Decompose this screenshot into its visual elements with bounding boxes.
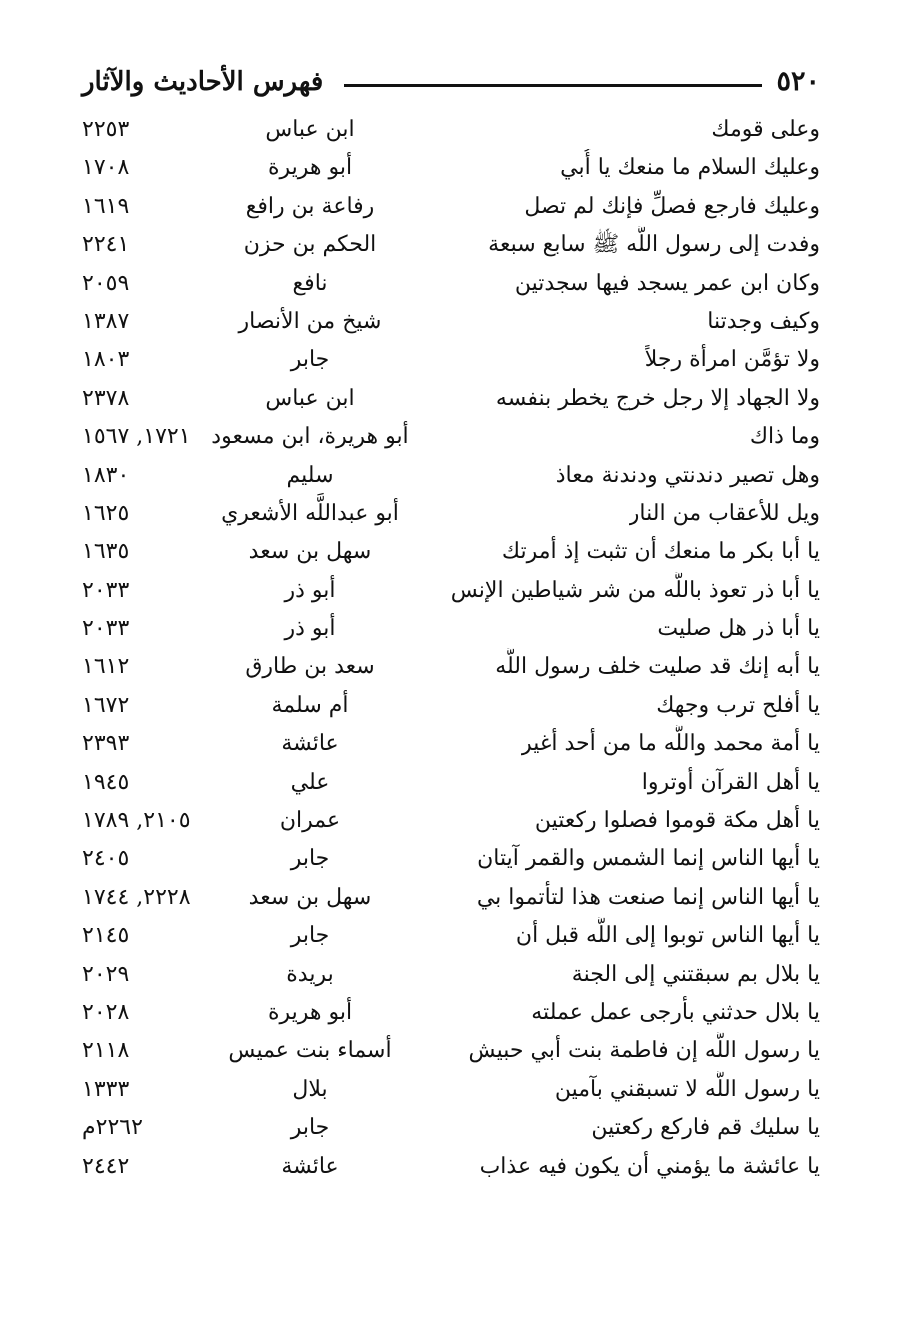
hadith-text: يا رسول اللَّه إن فاطمة بنت أبي حبيش (468, 1038, 820, 1064)
narrator-name: عائشة (281, 1153, 339, 1179)
narrator-name: أبو هريرة، ابن مسعود (211, 424, 409, 450)
narrator-name: شيخ من الأنصار (238, 308, 382, 334)
hadith-text: يا أبه إنك قد صليت خلف رسول اللَّه (495, 654, 820, 680)
index-entry (82, 111, 820, 149)
hadith-number: ٢٤٤٢ (82, 1153, 130, 1179)
page-header (82, 62, 820, 102)
hadith-number: ١٦١٢ (82, 654, 130, 680)
hadith-text: يا أفلح ترب وجهك (656, 692, 820, 718)
hadith-number: ١٦٧٢ (82, 692, 130, 718)
hadith-text: يا سليك قم فاركع ركعتين (591, 1115, 820, 1141)
hadith-text: وكيف وجدتنا (707, 308, 820, 334)
hadith-text: وعلى قومك (711, 117, 820, 142)
narrator-name: أبو ذر (284, 616, 336, 642)
hadith-text: يا أبا بكر ما منعك أن تثبت إذ أمرتك (501, 539, 820, 565)
narrator-name: أم سلمة (271, 692, 349, 718)
hadith-text: وعليك السلام ما منعك يا أُبي (560, 155, 820, 181)
narrator-name: سهل بن سعد (248, 884, 372, 910)
narrator-name: بريدة (286, 961, 334, 987)
index-entry (82, 303, 820, 341)
hadith-number: ٢٣٧٨ (82, 385, 130, 411)
hadith-text: يا أيها الناس توبوا إلى اللَّه قبل أن (515, 923, 820, 949)
narrator-name: عائشة (281, 731, 339, 757)
hadith-number: ٢٠٣٣ (82, 577, 130, 603)
index-entry (82, 994, 820, 1032)
index-entry (82, 764, 820, 802)
narrator-name: سهل بن سعد (248, 539, 372, 565)
hadith-number: ٢٠٣٣ (82, 616, 130, 642)
hadith-number: ١٦٢٥ (82, 500, 130, 526)
index-entry (82, 840, 820, 878)
index-entry (82, 380, 820, 418)
hadith-index-list (82, 111, 820, 1186)
index-entry (82, 687, 820, 725)
narrator-name: عمران (279, 808, 341, 834)
hadith-text: يا أبا ذر تعوذ باللَّه من شر شياطين الإنس (450, 577, 820, 603)
header-rule (344, 84, 762, 87)
narrator-name: جابر (290, 846, 330, 872)
index-entry (82, 610, 820, 648)
hadith-number: ١٧٠٨ (82, 155, 130, 181)
hadith-number: ٢٢٤١ (82, 232, 130, 258)
narrator-name: أبو هريرة (267, 999, 353, 1025)
narrator-name: جابر (290, 1115, 330, 1141)
hadith-text: يا عائشة ما يؤمني أن يكون فيه عذاب (479, 1153, 820, 1179)
index-entry (82, 188, 820, 226)
narrator-name: ابن عباس (265, 117, 355, 142)
hadith-number: ٢٠٢٨ (82, 999, 130, 1025)
hadith-number: ١٧٢١, ١٥٦٧ (82, 424, 191, 450)
hadith-number: ١٣٨٧ (82, 308, 130, 334)
hadith-number: ٢٣٩٣ (82, 731, 130, 757)
hadith-text: ولا تؤمَّن امرأة رجلاً (644, 347, 820, 373)
index-entry (82, 418, 820, 456)
hadith-text: يا بلال بم سبقتني إلى الجنة (571, 961, 820, 987)
hadith-number: ٢٠٥٩ (82, 270, 130, 296)
page-number: ٥٢٠ (776, 66, 820, 97)
hadith-text: وفدت إلى رسول اللَّه ﷺ سابع سبعة (488, 232, 820, 258)
hadith-number: ٢٠٢٩ (82, 961, 130, 987)
hadith-text: وعليك فارجع فصلِّ فإنك لم تصل (524, 193, 820, 219)
hadith-number: ٢٢٥٣ (82, 117, 130, 142)
index-entry (82, 648, 820, 686)
hadith-number: ٢١١٨ (82, 1038, 130, 1064)
index-entry (82, 1071, 820, 1109)
narrator-name: جابر (290, 923, 330, 949)
index-entry (82, 956, 820, 994)
hadith-number: ٢٢٦٢م (82, 1115, 143, 1141)
running-title: فهرس الأحاديث والآثار (82, 67, 324, 97)
index-entry (82, 1148, 820, 1186)
hadith-number: ١٨٠٣ (82, 347, 130, 373)
index-entry (82, 1032, 820, 1070)
hadith-number: ١٦٣٥ (82, 539, 130, 565)
index-entry (82, 1109, 820, 1147)
index-entry (82, 725, 820, 763)
hadith-number: ٢١٤٥ (82, 923, 130, 949)
narrator-name: أبو عبداللَّه الأشعري (221, 500, 399, 526)
hadith-text: يا أيها الناس إنما الشمس والقمر آيتان (477, 846, 820, 872)
index-entry (82, 265, 820, 303)
narrator-name: بلال (292, 1076, 328, 1102)
narrator-name: جابر (290, 347, 330, 373)
hadith-number: ١٩٤٥ (82, 769, 130, 795)
index-entry (82, 533, 820, 571)
index-entry (82, 495, 820, 533)
hadith-number: ١٣٣٣ (82, 1076, 130, 1102)
hadith-text: ولا الجهاد إلا رجل خرج يخطر بنفسه (495, 385, 820, 411)
index-entry (82, 917, 820, 955)
hadith-text: وهل تصير دندنتي ودندنة معاذ (555, 462, 820, 488)
narrator-name: سعد بن طارق (245, 654, 375, 680)
hadith-text: وكان ابن عمر يسجد فيها سجدتين (514, 270, 820, 296)
hadith-number: ٢٤٠٥ (82, 846, 130, 872)
narrator-name: نافع (292, 270, 328, 296)
hadith-text: يا أيها الناس إنما صنعت هذا لتأتموا بي (476, 884, 820, 910)
hadith-text: ويل للأعقاب من النار (628, 500, 820, 526)
hadith-text: وما ذاك (749, 424, 820, 450)
narrator-name: سليم (286, 462, 334, 488)
hadith-number: ١٨٣٠ (82, 462, 130, 488)
index-entry (82, 341, 820, 379)
index-entry (82, 226, 820, 264)
narrator-name: أسماء بنت عميس (228, 1038, 392, 1064)
hadith-number: ٢١٠٥, ١٧٨٩ (82, 808, 191, 834)
index-entry (82, 457, 820, 495)
index-entry (82, 572, 820, 610)
hadith-text: يا أبا ذر هل صليت (657, 616, 820, 642)
narrator-name: أبو هريرة (267, 155, 353, 181)
hadith-text: يا رسول اللَّه لا تسبقني بآمين (554, 1076, 820, 1102)
index-entry (82, 149, 820, 187)
hadith-number: ٢٢٢٨, ١٧٤٤ (82, 884, 191, 910)
narrator-name: الحكم بن حزن (243, 232, 377, 258)
narrator-name: أبو ذر (284, 577, 336, 603)
narrator-name: ابن عباس (265, 385, 355, 411)
hadith-text: يا أهل مكة قوموا فصلوا ركعتين (534, 808, 820, 834)
index-entry (82, 879, 820, 917)
hadith-number: ١٦١٩ (82, 193, 130, 219)
index-entry (82, 802, 820, 840)
narrator-name: رفاعة بن رافع (245, 193, 375, 219)
hadith-text: يا أمة محمد واللَّه ما من أحد أغير (521, 731, 820, 757)
narrator-name: علي (290, 769, 330, 795)
hadith-text: يا بلال حدثني بأرجى عمل عملته (531, 999, 820, 1025)
hadith-text: يا أهل القرآن أوتروا (641, 769, 820, 795)
